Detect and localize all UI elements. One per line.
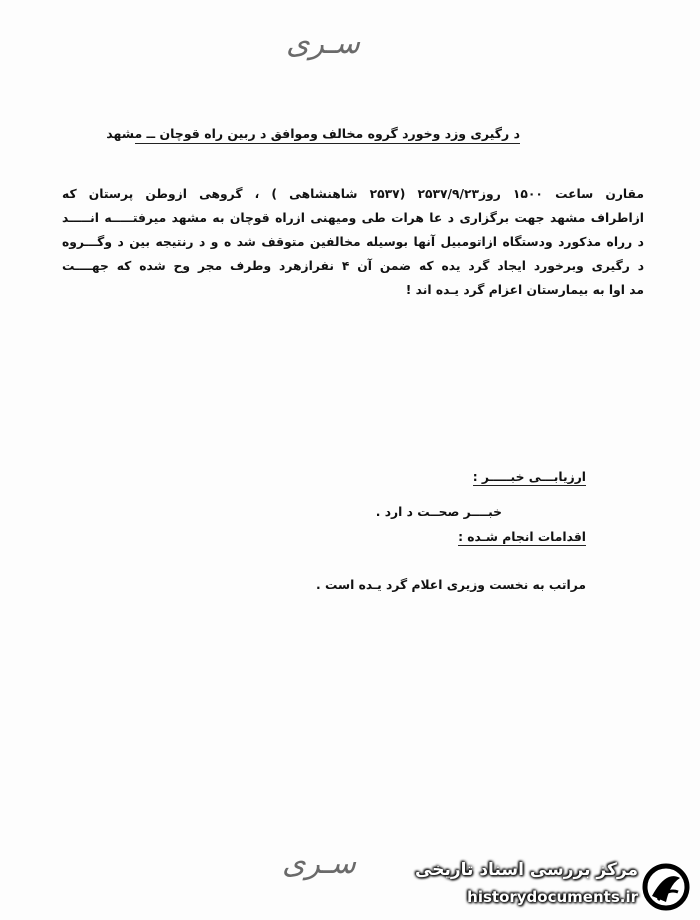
archive-url: historydocuments.ir xyxy=(467,888,638,906)
body-line: مقارن ساعت ۱۵۰۰ روز۲۵۳۷/۹/۲۳ (۲۵۳۷ شاهنشاهی ) ، گروهی ازوطن پرستان که xyxy=(62,187,644,201)
document-body xyxy=(62,182,644,302)
secret-stamp-top: سـرى xyxy=(286,26,360,61)
actions-taken-value: مراتب به نخست وزیری اعلام گرد یـده است . xyxy=(316,578,586,592)
archive-org-name: مرکز بررسی اسناد تاریخی xyxy=(415,860,638,880)
archive-emblem-icon xyxy=(642,862,690,912)
report-assessment-label xyxy=(473,470,586,484)
body-line: د رراه مذکورد ودستگاه ازاتومبیل آنها بوسیله مخالفین متوقف شد ه و د رنتیجه بین د وگـــروه xyxy=(62,235,644,249)
report-assessment-value: خبــــر صحــت د ارد . xyxy=(375,505,502,519)
archive-watermark xyxy=(412,858,694,916)
report-assessment-label-text: ارزیابـــی خبـــــر : xyxy=(472,470,586,484)
document-title: د رگیری وزد وخورد گروه مخالف وموافق د ربین راه قوچان ــ مشهد xyxy=(135,126,520,144)
body-line: ازاطراف مشهد جهت برگزاری د عا هرات طی ومیهنی ازراه قوچان به مشهد میرفتـــــه انـــــد xyxy=(62,211,644,225)
body-line: مد اوا به بیمارستان اعزام گرد یـده اند ! xyxy=(405,283,644,297)
body-line: د رگیری وبرخورد ایجاد گرد یده که ضمن آن ۴ نفرازهرد وطرف مجر وح شده که جهــــت xyxy=(62,259,644,273)
actions-taken-label-text: اقدامات انجام شـده : xyxy=(458,530,586,544)
actions-taken-label xyxy=(458,530,586,544)
secret-stamp-bottom: سـرى xyxy=(282,846,356,881)
